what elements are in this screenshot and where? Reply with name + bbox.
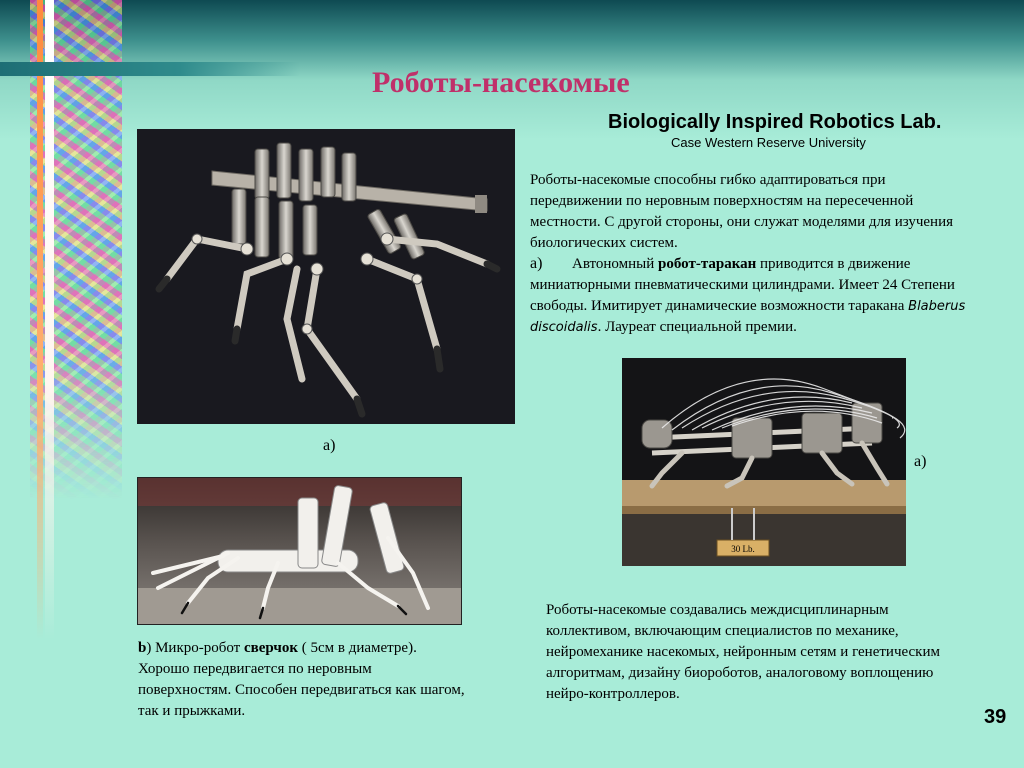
cricket-robot-illustration [138, 478, 461, 624]
species-name: Blaberus discoidalis [530, 299, 966, 335]
cricket-robot-term: сверчок [243, 640, 298, 656]
photo2-label: а) [914, 453, 927, 470]
university-name: Case Western Reserve University [671, 135, 866, 150]
decorative-line-orange [37, 0, 43, 640]
decorative-line-white [45, 0, 54, 640]
photo-hexapod-robot [137, 129, 515, 424]
page-number: 39 [984, 706, 1007, 728]
cockroach-text-2: приводится в движение миниатюрными пневматическими цилиндрами. Имеет 24 Степени свободы. Имитирует динамические возможности таракана [530, 256, 955, 314]
intro-paragraph: Роботы-насекомые способны гибко адаптироваться при передвижении по неровным поверхностям на пересеченной местности. С другой стороны, они служат моделями для изучения биологических систем. [530, 172, 953, 251]
weight-sign: 30 Lb. [731, 544, 755, 554]
cockroach-text-1: Автономный [572, 256, 659, 272]
cockroach-robot-illustration [622, 358, 906, 566]
item-b-paren: ) [146, 640, 152, 656]
slide-title: Роботы-насекомые [372, 66, 630, 99]
lab-name: Biologically Inspired Robotics Lab. [608, 111, 942, 133]
team-paragraph: Роботы-насекомые создавались междисциплинарным коллективом, включающим специалистов по механике, нейромеханике насекомых, нейронным сетям и генетическим алгоритмам, дизайну биороботов, аналоговому воплощению нейро-контроллеров. [546, 602, 940, 702]
cockroach-robot-term: робот-таракан [658, 256, 757, 272]
item-b-marker: b [138, 640, 147, 656]
photo-cockroach-robot [622, 358, 906, 566]
photo1-label: а) [323, 437, 336, 454]
decorative-top-bar [0, 62, 300, 76]
photo-cricket-robot [137, 477, 462, 625]
cricket-robot-paragraph [138, 638, 468, 722]
item-a-marker: а) [530, 255, 543, 272]
cockroach-text-3: . Лауреат специальной премии. [597, 319, 797, 335]
cockroach-robot-paragraph [530, 253, 970, 338]
cricket-text-2: ( 5см в диаметре). Хорошо передвигается по неровным поверхностям. Способен передвигаться как шагом, так и прыжками. [138, 640, 465, 719]
hexapod-robot-illustration [137, 129, 515, 424]
cricket-text-1: Микро-робот [151, 640, 244, 656]
